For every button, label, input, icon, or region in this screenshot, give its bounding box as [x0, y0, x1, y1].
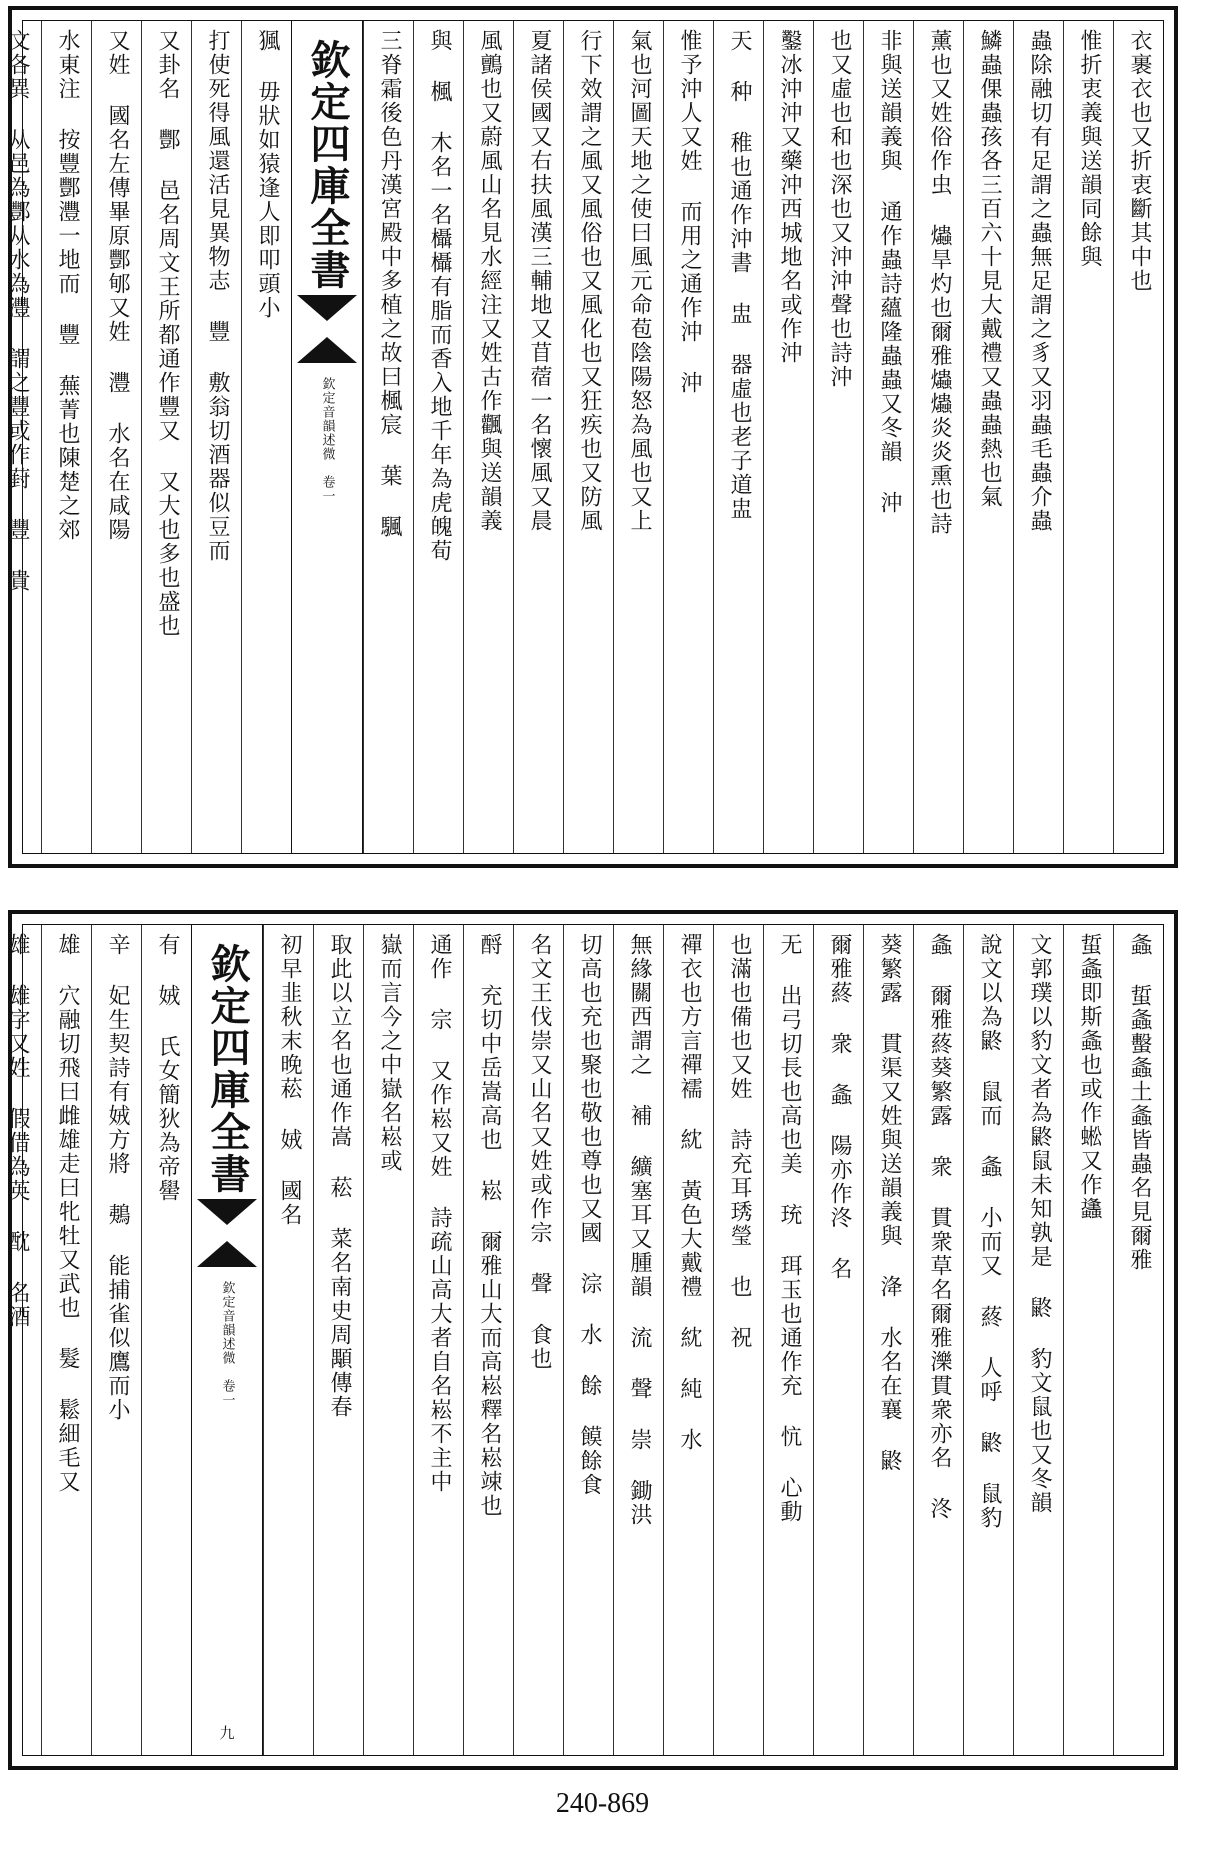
book-title: 欽定四庫全書 [204, 943, 251, 1195]
text-column: 鱗蟲倮蟲孩各三百六十見大戴禮又蟲蟲熱也氣 [963, 21, 1013, 853]
text-column: 天 种 稚也通作沖書 盅 器虛也老子道盅 [713, 21, 763, 853]
text-column: 名文王伐崇又山名又姓或作宗 聲 食也 [513, 925, 563, 1755]
text-column: 又卦名 酆 邑名周文王所都通作豐又 又大也多也盛也 [141, 21, 191, 853]
bottom-center-column [191, 925, 263, 1755]
text-column: 也滿也備也又姓 詩充耳琇瑩 也 祝 [713, 925, 763, 1755]
text-column: 初早韭秋末晚菘 娀 國名 [263, 925, 313, 1755]
bottom-page [5, 910, 1178, 1770]
text-column: 雄 雄字又姓 假借為英 酖 名酒 [0, 925, 41, 1755]
text-column: 惟折衷義與送韻同餘與 [1063, 21, 1113, 853]
text-column: 又姓 國名左傳畢原酆郇又姓 灃 水名在咸陽 [91, 21, 141, 853]
text-column: 風鸇也又蔚風山名見水經注又姓古作飌與送韻義 [463, 21, 513, 853]
text-column: 爾雅蔠 衆 螽 陽亦作泈 名 [813, 925, 863, 1755]
bottom-right-columns [263, 925, 1163, 1755]
text-column: 惟予沖人又姓 而用之通作沖 沖 [663, 21, 713, 853]
text-column: 行下效謂之風又風俗也又風化也又狂疾也又防風 [563, 21, 613, 853]
fishtail-mark [297, 337, 357, 363]
text-column: 文各異 从邑為酆从水為灃 謂之豐或作葑 豐 貴 [0, 21, 41, 853]
bottom-page-frame [5, 924, 1164, 1756]
text-column: 雄 穴融切飛曰雌雄走曰牝牡又武也 髮 鬆細毛又 [41, 925, 91, 1755]
text-column: 衣裹衣也又折衷斷其中也 [1113, 21, 1163, 853]
subtitle: 欽定音韻述微 [319, 377, 335, 461]
text-column: 氣也河圖天地之使曰風元命苞陰陽怒為風也又上 [613, 21, 663, 853]
book-title: 欽定四庫全書 [304, 39, 351, 291]
text-column: 三脊霜後色丹漢宮殿中多植之故曰楓宸 葉 颿 [363, 21, 413, 853]
top-page-frame [5, 20, 1164, 854]
text-column: 與 楓 木名一名欇欇有脂而香入地千年為虎魄荀 [413, 21, 463, 853]
text-column: 也又虛也和也深也又沖沖聲也詩沖 [813, 21, 863, 853]
page-number: 九 [219, 1724, 235, 1742]
text-column: 酹 充切中岳嵩高也 崧 爾雅山大而高崧釋名崧竦也 [463, 925, 513, 1755]
text-column: 無緣關西謂之 補 纊塞耳又腫韻 流 聲 崇 鋤洪 [613, 925, 663, 1755]
text-column: 螽 爾雅蔠葵繁露 衆 貫衆草名爾雅濼貫衆亦名 泈 [913, 925, 963, 1755]
subtitle: 欽定音韻述微 [219, 1281, 235, 1365]
text-column: 薰也又姓俗作虫 爞旱灼也爾雅爞爞炎炎熏也詩 [913, 21, 963, 853]
text-column: 猦 毋狀如猿逢人即叩頭小 [241, 21, 291, 853]
fishtail-mark [297, 295, 357, 321]
text-column: 通作 宗 又作崧又姓 詩疏山高大者自名崧不主中 [413, 925, 463, 1755]
page-footer-number: 240-869 [555, 1788, 650, 1819]
text-column: 无 出弓切長也高也美 珫 珥玉也通作充 忼 心動 [763, 925, 813, 1755]
text-column: 辛 妃生契詩有娀方將 鴺 能捕雀似鷹而小 [91, 925, 141, 1755]
text-column: 有 娀 氏女簡狄為帝嚳 [141, 925, 191, 1755]
text-column: 切高也充也聚也敬也尊也又國 淙 水 餘 饃餘食 [563, 925, 613, 1755]
text-column: 葵繁露 貫渠又姓與送韻義與 洚 水名在襄 鼨 [863, 925, 913, 1755]
text-column: 鑿冰沖沖又藥沖西城地名或作沖 [763, 21, 813, 853]
text-column: 禪衣也方言禪襦 紞 黃色大戴禮 紞 純 水 [663, 925, 713, 1755]
volume-label: 卷一 [319, 475, 335, 503]
top-left-columns [0, 21, 291, 853]
text-column: 說文以為鼨 鼠而 螽 小而又 蔠 人呼 鼨 鼠豹 [963, 925, 1013, 1755]
fishtail-mark [197, 1199, 257, 1225]
bottom-left-columns [0, 925, 191, 1755]
text-column: 文郭璞以豹文者為鼨鼠未知孰是 鼨 豹文鼠也又冬韻 [1013, 925, 1063, 1755]
text-column: 取此以立名也通作嵩 菘 菜名南史周顒傳春 [313, 925, 363, 1755]
text-column: 打使死得風還活見異物志 豐 敷翁切酒器似豆而 [191, 21, 241, 853]
text-column: 嶽而言今之中嶽名崧或 [363, 925, 413, 1755]
top-page [5, 6, 1178, 868]
text-column: 螽 蜇螽蟿螽土螽皆蟲名見爾雅 [1113, 925, 1163, 1755]
volume-label: 卷一 [219, 1379, 235, 1407]
text-column: 夏諸侯國又右扶風漢三輔地又苜蓿一名懷風又晨 [513, 21, 563, 853]
text-column: 蟲除融切有足謂之蟲無足謂之豸又羽蟲毛蟲介蟲 [1013, 21, 1063, 853]
top-right-columns [363, 21, 1163, 853]
text-column: 水東注 按豐酆灃一地而 豐 蕪菁也陳楚之郊 [41, 21, 91, 853]
text-column: 蜇螽即斯螽也或作蜙又作蠭 [1063, 925, 1113, 1755]
top-center-column [291, 21, 363, 853]
fishtail-mark [197, 1241, 257, 1267]
text-column: 非與送韻義與 通作蟲詩蘊隆蟲蟲又冬韻 沖 [863, 21, 913, 853]
